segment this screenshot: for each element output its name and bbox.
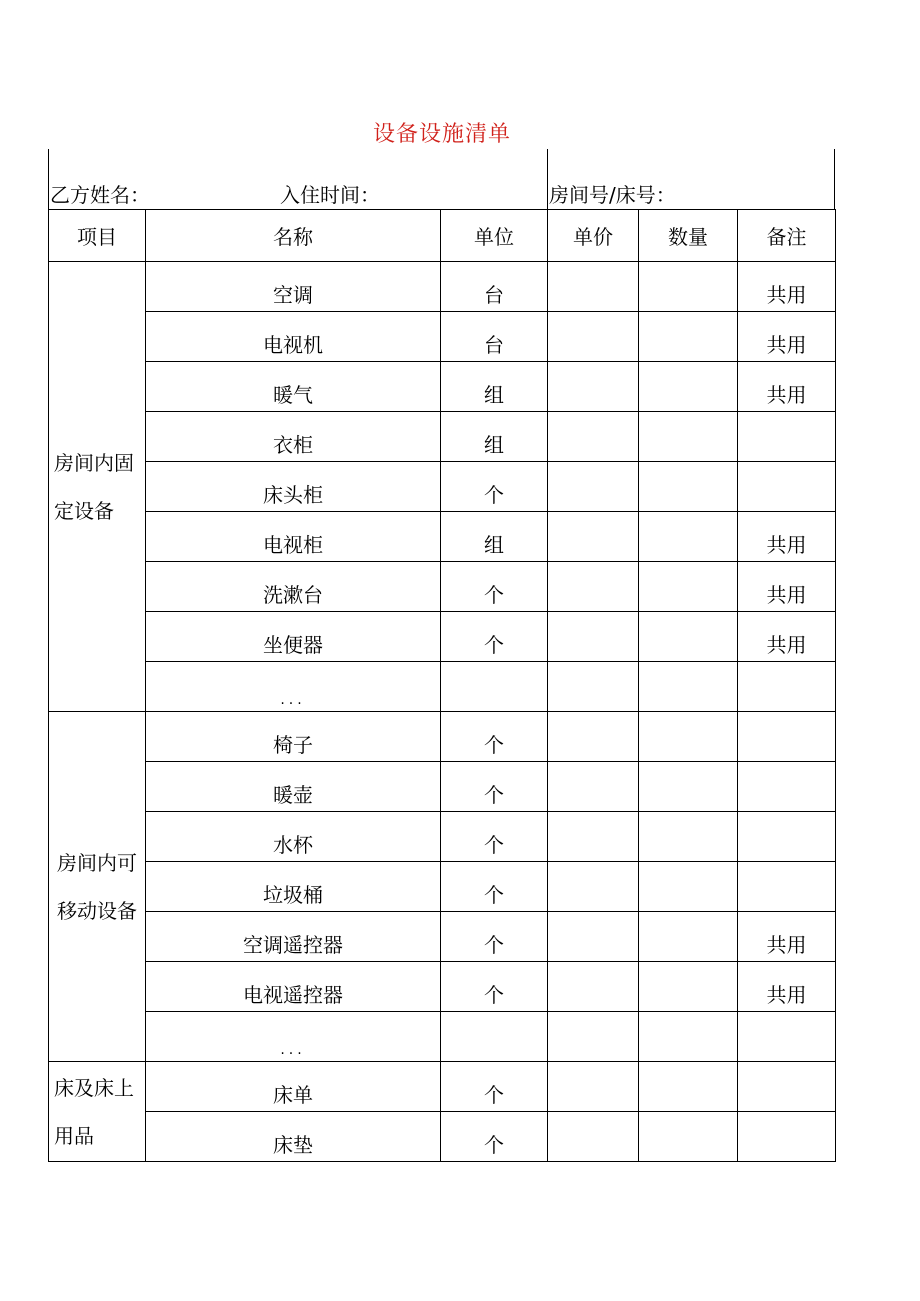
- cell-qty: [639, 762, 738, 812]
- cell-unit: 台: [441, 312, 548, 362]
- equipment-table: [48, 209, 836, 1162]
- table-row: [49, 962, 836, 1012]
- cell-note: 共用: [738, 612, 836, 662]
- cell-qty: [639, 1012, 738, 1062]
- cell-note: 共用: [738, 262, 836, 312]
- cell-name: 坐便器: [146, 612, 441, 662]
- cell-qty: [639, 362, 738, 412]
- divider: [48, 149, 49, 210]
- cell-note: [738, 412, 836, 462]
- cell-note: [738, 762, 836, 812]
- cell-name: 垃圾桶: [146, 862, 441, 912]
- cell-name: 电视机: [146, 312, 441, 362]
- cell-qty: [639, 462, 738, 512]
- cell-price: [548, 712, 639, 762]
- cell-name: 空调: [146, 262, 441, 312]
- cell-name: 椅子: [146, 712, 441, 762]
- column-header: 备注: [738, 210, 836, 262]
- cell-unit: 个: [441, 862, 548, 912]
- table-row: [49, 262, 836, 312]
- cell-price: [548, 512, 639, 562]
- table-row: [49, 1012, 836, 1062]
- table-row: [49, 862, 836, 912]
- cell-note: 共用: [738, 962, 836, 1012]
- cell-name: 衣柜: [146, 412, 441, 462]
- column-header: 单价: [548, 210, 639, 262]
- cell-unit: 个: [441, 562, 548, 612]
- cell-name: ...: [146, 662, 441, 712]
- cell-qty: [639, 712, 738, 762]
- cell-name: 水杯: [146, 812, 441, 862]
- divider: [834, 149, 835, 210]
- cell-price: [548, 912, 639, 962]
- column-header-row: [49, 210, 836, 262]
- room-bed-label: 房间号/床号：: [549, 183, 676, 207]
- cell-name: 床单: [146, 1062, 441, 1112]
- info-header-row: [48, 149, 835, 210]
- column-header: 名称: [146, 210, 441, 262]
- cell-unit: 组: [441, 512, 548, 562]
- cell-unit: [441, 662, 548, 712]
- cell-unit: 个: [441, 1062, 548, 1112]
- column-header: 项目: [49, 210, 146, 262]
- cell-unit: 组: [441, 412, 548, 462]
- cell-name: 洗漱台: [146, 562, 441, 612]
- cell-note: 共用: [738, 362, 836, 412]
- cell-price: [548, 262, 639, 312]
- cell-unit: 个: [441, 912, 548, 962]
- cell-qty: [639, 562, 738, 612]
- cell-name: 电视柜: [146, 512, 441, 562]
- table-row: [49, 512, 836, 562]
- cell-price: [548, 312, 639, 362]
- cell-note: [738, 1112, 836, 1162]
- cell-name: ...: [146, 1012, 441, 1062]
- table-row: [49, 1112, 836, 1162]
- cell-price: [548, 412, 639, 462]
- cell-note: [738, 712, 836, 762]
- column-header: 数量: [639, 210, 738, 262]
- cell-price: [548, 862, 639, 912]
- cell-qty: [639, 862, 738, 912]
- cell-note: [738, 462, 836, 512]
- cell-unit: 个: [441, 1112, 548, 1162]
- table-row: [49, 662, 836, 712]
- cell-price: [548, 1012, 639, 1062]
- table-row: [49, 912, 836, 962]
- cell-note: 共用: [738, 912, 836, 962]
- checkin-time-label: 入住时间：: [280, 183, 380, 207]
- cell-price: [548, 762, 639, 812]
- table-row: [49, 762, 836, 812]
- cell-qty: [639, 262, 738, 312]
- cell-price: [548, 662, 639, 712]
- cell-qty: [639, 612, 738, 662]
- cell-note: 共用: [738, 562, 836, 612]
- table-row: [49, 462, 836, 512]
- cell-unit: 台: [441, 262, 548, 312]
- cell-note: [738, 1062, 836, 1112]
- cell-price: [548, 562, 639, 612]
- cell-price: [548, 1062, 639, 1112]
- cell-unit: 组: [441, 362, 548, 412]
- table-row: [49, 362, 836, 412]
- cell-name: 电视遥控器: [146, 962, 441, 1012]
- cell-name: 床头柜: [146, 462, 441, 512]
- category-label: 房间内可移动设备: [57, 850, 137, 923]
- cell-price: [548, 462, 639, 512]
- cell-name: 暖壶: [146, 762, 441, 812]
- cell-unit: 个: [441, 962, 548, 1012]
- cell-qty: [639, 412, 738, 462]
- category-cell: [49, 712, 146, 1062]
- cell-qty: [639, 512, 738, 562]
- cell-name: 床垫: [146, 1112, 441, 1162]
- cell-unit: 个: [441, 762, 548, 812]
- cell-price: [548, 962, 639, 1012]
- cell-note: [738, 1012, 836, 1062]
- cell-qty: [639, 962, 738, 1012]
- cell-note: [738, 862, 836, 912]
- cell-name: 空调遥控器: [146, 912, 441, 962]
- cell-price: [548, 612, 639, 662]
- cell-qty: [639, 912, 738, 962]
- cell-price: [548, 812, 639, 862]
- cell-qty: [639, 312, 738, 362]
- category-label: 床及床上用品: [54, 1075, 134, 1148]
- table-row: [49, 562, 836, 612]
- table-row: [49, 412, 836, 462]
- category-cell: [49, 262, 146, 712]
- category-cell: [49, 1062, 146, 1162]
- category-label: 房间内固定设备: [54, 450, 134, 523]
- cell-unit: 个: [441, 812, 548, 862]
- cell-unit: 个: [441, 462, 548, 512]
- cell-price: [548, 1112, 639, 1162]
- cell-note: [738, 662, 836, 712]
- column-header: 单位: [441, 210, 548, 262]
- page-title: 设备设施清单: [372, 122, 511, 147]
- party-b-name-label: 乙方姓名：: [50, 183, 150, 207]
- cell-qty: [639, 1062, 738, 1112]
- divider: [547, 149, 548, 210]
- cell-unit: 个: [441, 712, 548, 762]
- cell-note: 共用: [738, 512, 836, 562]
- table-row: [49, 812, 836, 862]
- cell-unit: 个: [441, 612, 548, 662]
- cell-qty: [639, 662, 738, 712]
- table-row: [49, 712, 836, 762]
- cell-note: [738, 812, 836, 862]
- cell-unit: [441, 1012, 548, 1062]
- cell-qty: [639, 1112, 738, 1162]
- table-row: [49, 612, 836, 662]
- cell-price: [548, 362, 639, 412]
- cell-qty: [639, 812, 738, 862]
- table-row: [49, 312, 836, 362]
- cell-name: 暖气: [146, 362, 441, 412]
- table-row: [49, 1062, 836, 1112]
- cell-note: 共用: [738, 312, 836, 362]
